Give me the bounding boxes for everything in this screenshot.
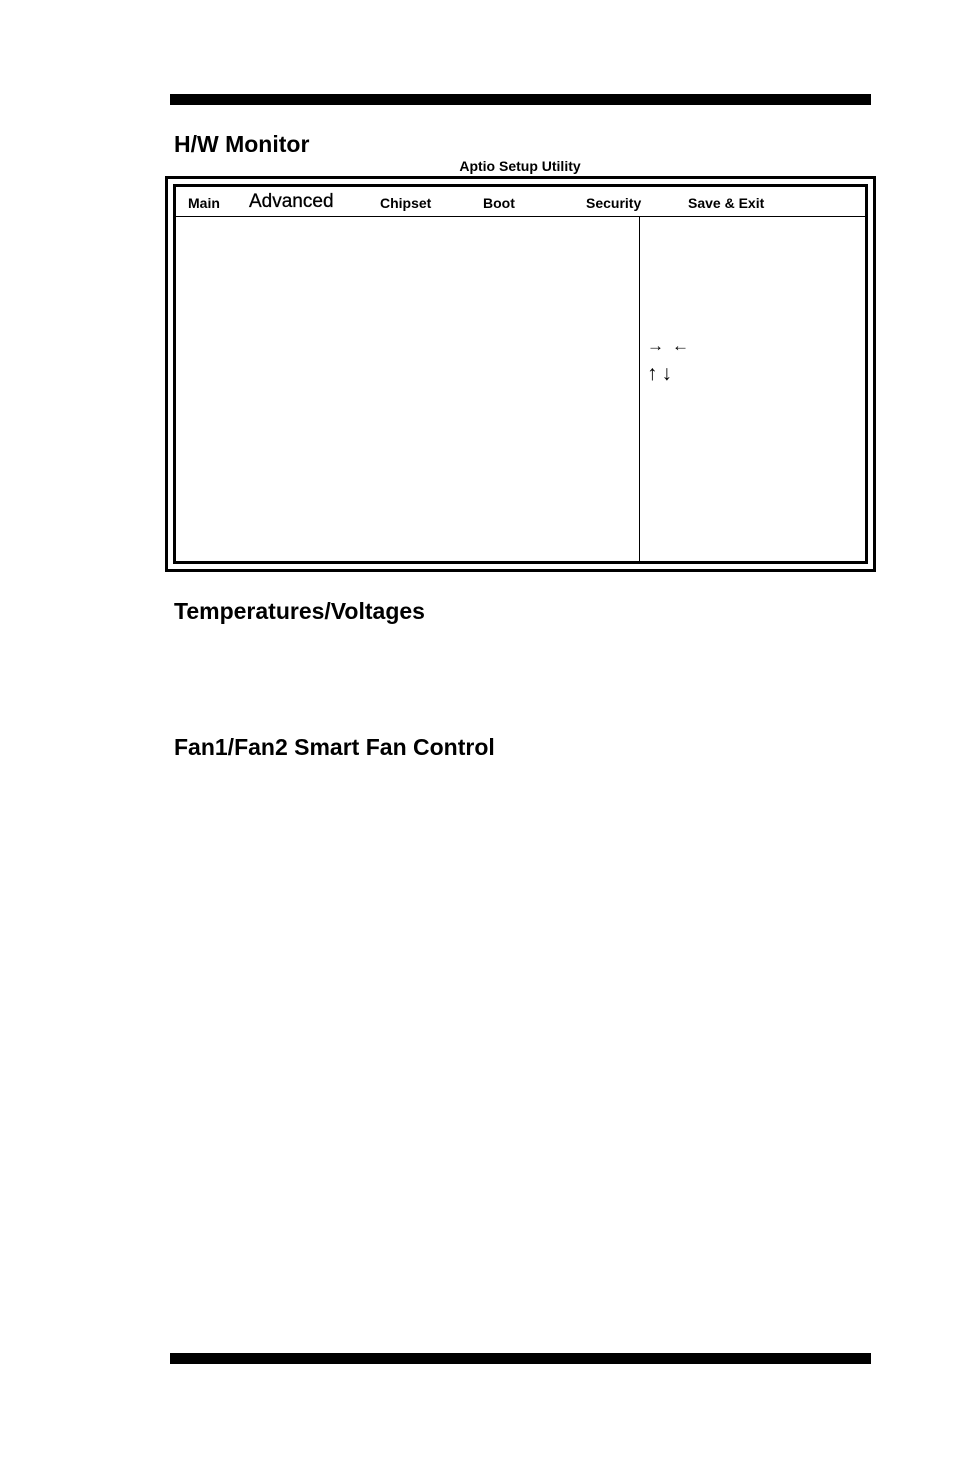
bios-menu-bar bbox=[176, 187, 865, 217]
menu-tab-chipset[interactable]: Chipset bbox=[380, 195, 432, 211]
bios-utility-title: Aptio Setup Utility bbox=[459, 158, 581, 174]
bios-screen bbox=[165, 176, 876, 572]
menu-tab-save-exit[interactable]: Save & Exit bbox=[688, 195, 765, 211]
bottom-rule bbox=[170, 1353, 871, 1364]
menu-tab-boot[interactable]: Boot bbox=[483, 195, 515, 211]
menu-tab-advanced[interactable]: Advanced bbox=[249, 191, 334, 212]
left-arrow-icon: ← bbox=[672, 336, 689, 355]
menu-tab-security[interactable]: Security bbox=[586, 195, 642, 211]
up-arrow-icon: ↑ bbox=[647, 362, 658, 385]
down-arrow-icon: ↓ bbox=[661, 362, 672, 385]
help-key-select-item bbox=[647, 363, 672, 384]
section-title: H/W Monitor bbox=[174, 131, 310, 157]
help-key-select-screen bbox=[647, 337, 689, 354]
subsection-fan-control: Fan1/Fan2 Smart Fan Control bbox=[174, 734, 495, 760]
subsection-temperatures-voltages: Temperatures/Voltages bbox=[174, 598, 425, 624]
right-arrow-icon: → bbox=[647, 336, 664, 355]
bios-inner-frame bbox=[173, 184, 868, 564]
menu-tab-main[interactable]: Main bbox=[188, 195, 220, 211]
top-rule bbox=[170, 94, 871, 105]
help-pane bbox=[640, 217, 865, 561]
